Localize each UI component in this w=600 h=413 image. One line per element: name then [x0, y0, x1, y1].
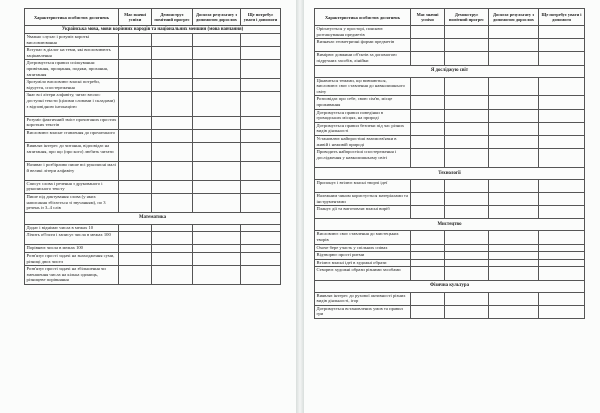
characteristic-cell: Виявляє інтерес до читання, відповідає на запитання, про що (про кого) любить читати	[25, 143, 119, 162]
table-row	[315, 244, 585, 252]
assessment-cell[interactable]	[489, 244, 539, 252]
characteristic-cell: Розв'язує прості задачі на збільшення чи зменшення числа на кілька одиниць, різницеве порівняння	[25, 266, 119, 285]
assessment-cell[interactable]	[539, 305, 585, 318]
assessment-cell[interactable]	[489, 96, 539, 109]
column-header-achieves-with-help: Досягає результату з допомогою дорослих	[193, 9, 241, 26]
assessment-cell[interactable]	[411, 206, 445, 219]
table-row	[25, 161, 281, 180]
assessment-cell[interactable]	[119, 224, 152, 232]
section-title: Фізична культура	[315, 280, 585, 292]
characteristic-cell: Розповідає про себе, свою сім'ю, місце проживання	[315, 96, 411, 109]
assessment-cell[interactable]	[193, 79, 241, 92]
assessment-cell[interactable]	[539, 77, 585, 96]
section-header-row	[315, 219, 585, 231]
assessment-cell[interactable]	[152, 143, 193, 162]
assessment-cell[interactable]	[411, 305, 445, 318]
section-header-row	[315, 167, 585, 179]
assessment-cell[interactable]	[193, 224, 241, 232]
assessment-cell[interactable]	[119, 47, 152, 60]
assessment-cell[interactable]	[119, 129, 152, 142]
table-row	[315, 305, 585, 318]
assessment-cell[interactable]	[241, 34, 281, 47]
table-row	[315, 259, 585, 267]
assessment-cell[interactable]	[119, 232, 152, 245]
characteristic-cell: Визначає геометричні форми предметів	[315, 39, 411, 52]
assessment-cell[interactable]	[241, 253, 281, 266]
assessment-cell[interactable]	[119, 245, 152, 253]
assessment-cell[interactable]	[489, 109, 539, 122]
assessment-cell[interactable]	[489, 26, 539, 39]
characteristic-cell: Проводить найпростіші спостереження і дослідження у навколишньому світі	[315, 149, 411, 168]
characteristic-cell: Порівнює числа в межах 100	[25, 245, 119, 253]
characteristic-cell: Висловлює своє ставлення до мистецьких творів	[315, 231, 411, 244]
section-title: Українська мова, мови корінних народів та національних меншин (мова навчання)	[25, 26, 281, 34]
assessment-cell[interactable]	[152, 253, 193, 266]
assessment-cell[interactable]	[152, 232, 193, 245]
assessment-cell[interactable]	[539, 259, 585, 267]
right-page	[304, 0, 600, 413]
assessment-cell[interactable]	[193, 92, 241, 116]
assessment-cell[interactable]	[489, 252, 539, 260]
left-table-body	[25, 26, 281, 285]
assessment-cell[interactable]	[489, 77, 539, 96]
assessment-cell[interactable]	[152, 92, 193, 116]
assessment-cell[interactable]	[119, 79, 152, 92]
characteristic-cell: Списує слова і речення з друкованого і рукописного тексту	[25, 180, 119, 193]
characteristic-cell: Знає всі літери алфавіту, читає вголос доступні тексти (цілими словами і складами) з відповідною інтонацією	[25, 92, 119, 116]
assessment-cell[interactable]	[152, 60, 193, 79]
characteristic-cell: Вимірює довжини об'єктів за допомогою підручних засобів, лінійки	[315, 52, 411, 65]
assessment-cell[interactable]	[411, 259, 445, 267]
characteristic-cell: Розв'язує прості задачі на знаходження суми, різниці двох чисел	[25, 253, 119, 266]
table-row	[315, 26, 585, 39]
column-header-characteristic: Характеристика особистих досягнень	[315, 9, 411, 26]
assessment-cell[interactable]	[539, 135, 585, 148]
characteristic-cell: Лічить об'єкти і записує числа в межах 100	[25, 232, 119, 245]
assessment-cell[interactable]	[152, 79, 193, 92]
column-header-has-significant: Має значні успіхи	[411, 9, 445, 26]
characteristic-cell: Виявляє інтерес до рухової активності різних видів діяльності, ігор	[315, 292, 411, 305]
assessment-cell[interactable]	[445, 244, 489, 252]
assessment-cell[interactable]	[193, 143, 241, 162]
assessment-cell[interactable]	[539, 179, 585, 192]
assessment-cell[interactable]	[489, 135, 539, 148]
assessment-cell[interactable]	[411, 122, 445, 135]
left-page	[0, 0, 296, 413]
assessment-cell[interactable]	[411, 244, 445, 252]
characteristic-cell: Вступає в діалог на теми, які висловлюють зацікавлення	[25, 47, 119, 60]
assessment-cell[interactable]	[445, 305, 489, 318]
assessment-cell[interactable]	[241, 129, 281, 142]
assessment-cell[interactable]	[539, 231, 585, 244]
characteristic-cell: Висловлює власне ставлення до прочитаного	[25, 129, 119, 142]
section-title: Я досліджую світ	[315, 65, 585, 77]
table-row	[25, 193, 281, 212]
assessment-cell[interactable]	[119, 143, 152, 162]
assessment-cell[interactable]	[241, 245, 281, 253]
table-row	[25, 34, 281, 47]
assessment-cell[interactable]	[193, 180, 241, 193]
assessment-cell[interactable]	[119, 116, 152, 129]
assessment-cell[interactable]	[445, 179, 489, 192]
section-header-row	[315, 280, 585, 292]
column-header-demonstrates: Демонструє помітний прогрес	[445, 9, 489, 26]
assessment-cell[interactable]	[539, 39, 585, 52]
assessment-cell[interactable]	[152, 193, 193, 212]
table-row	[25, 224, 281, 232]
assessment-cell[interactable]	[411, 96, 445, 109]
table-row	[315, 52, 585, 65]
table-row	[315, 135, 585, 148]
assessment-cell[interactable]	[193, 116, 241, 129]
table-row	[315, 231, 585, 244]
assessment-cell[interactable]	[539, 96, 585, 109]
book-gutter	[296, 0, 304, 413]
assessment-cell[interactable]	[489, 231, 539, 244]
characteristic-cell: Відтворює прості ритми	[315, 252, 411, 260]
assessment-cell[interactable]	[193, 34, 241, 47]
assessment-cell[interactable]	[193, 266, 241, 285]
assessment-cell[interactable]	[193, 193, 241, 212]
assessment-cell[interactable]	[539, 52, 585, 65]
assessment-cell[interactable]	[241, 143, 281, 162]
assessment-cell[interactable]	[241, 193, 281, 212]
assessment-cell[interactable]	[241, 266, 281, 285]
assessment-cell[interactable]	[152, 245, 193, 253]
characteristic-cell: Створює художні образи різними засобами	[315, 267, 411, 280]
assessment-cell[interactable]	[193, 245, 241, 253]
table-row	[25, 79, 281, 92]
assessment-cell[interactable]	[411, 179, 445, 192]
table-row	[315, 267, 585, 280]
assessment-cell[interactable]	[539, 26, 585, 39]
assessment-cell[interactable]	[119, 193, 152, 212]
section-title: Мистецтво	[315, 219, 585, 231]
assessment-cell[interactable]	[152, 34, 193, 47]
assessment-cell[interactable]	[119, 161, 152, 180]
header-row	[25, 9, 281, 26]
assessment-cell[interactable]	[445, 231, 489, 244]
table-row	[315, 292, 585, 305]
table-row	[25, 232, 281, 245]
right-table-body	[315, 26, 585, 319]
assessment-cell[interactable]	[152, 224, 193, 232]
table-row	[25, 47, 281, 60]
assessment-cell[interactable]	[539, 122, 585, 135]
assessment-cell[interactable]	[489, 179, 539, 192]
assessment-cell[interactable]	[152, 161, 193, 180]
assessment-cell[interactable]	[445, 96, 489, 109]
table-row	[315, 206, 585, 219]
header-row	[315, 9, 585, 26]
assessment-cell[interactable]	[445, 267, 489, 280]
characteristic-cell: Дотримується правил безпеки під час різних видів діяльності	[315, 122, 411, 135]
assessment-cell[interactable]	[193, 161, 241, 180]
table-row	[315, 122, 585, 135]
section-header-row	[315, 65, 585, 77]
assessment-cell[interactable]	[241, 116, 281, 129]
section-title: Математика	[25, 212, 281, 224]
characteristic-cell: Додає і віднімає числа в межах 10	[25, 224, 119, 232]
assessment-cell[interactable]	[411, 149, 445, 168]
assessment-cell[interactable]	[445, 292, 489, 305]
assessment-cell[interactable]	[241, 161, 281, 180]
assessment-cell[interactable]	[445, 77, 489, 96]
section-header-row	[25, 212, 281, 224]
table-row	[25, 245, 281, 253]
assessment-cell[interactable]	[411, 26, 445, 39]
table-row	[315, 39, 585, 52]
column-header-characteristic: Характеристика особистих досягнень	[25, 9, 119, 26]
column-header-demonstrates: Демонструє помітний прогрес	[152, 9, 193, 26]
assessment-cell[interactable]	[445, 206, 489, 219]
table-row	[25, 60, 281, 79]
assessment-cell[interactable]	[193, 129, 241, 142]
table-row	[25, 92, 281, 116]
assessment-cell[interactable]	[241, 79, 281, 92]
assessment-cell[interactable]	[241, 92, 281, 116]
characteristic-cell: Пише під диктування слова (у яких написання збігається зі звучанням), по 3 речень із 3–4 слів	[25, 193, 119, 212]
assessment-cell[interactable]	[411, 109, 445, 122]
table-row	[315, 109, 585, 122]
characteristic-cell: Дотримується встановлених умов та правил гри	[315, 305, 411, 318]
table-row	[315, 252, 585, 260]
characteristic-cell: Цікавиться темами, що вивчаються, висловлює своє ставлення до навколишнього світу	[315, 77, 411, 96]
assessment-cell[interactable]	[119, 92, 152, 116]
table-row	[25, 253, 281, 266]
assessment-cell[interactable]	[119, 266, 152, 285]
assessment-cell[interactable]	[489, 122, 539, 135]
assessment-cell[interactable]	[489, 305, 539, 318]
assessment-cell[interactable]	[445, 52, 489, 65]
assessment-cell[interactable]	[411, 252, 445, 260]
assessment-cell[interactable]	[539, 267, 585, 280]
assessment-cell[interactable]	[539, 109, 585, 122]
achievement-table-right	[314, 8, 585, 319]
assessment-cell[interactable]	[539, 149, 585, 168]
assessment-cell[interactable]	[489, 267, 539, 280]
assessment-cell[interactable]	[489, 292, 539, 305]
assessment-cell[interactable]	[152, 116, 193, 129]
table-row	[315, 96, 585, 109]
characteristic-cell: Втілює власні ідеї в художні образи	[315, 259, 411, 267]
assessment-cell[interactable]	[411, 77, 445, 96]
assessment-cell[interactable]	[152, 129, 193, 142]
column-header-needs-attention: Ще потребує уваги і допомоги	[241, 9, 281, 26]
column-header-achieves-with-help: Досягає результату з допомогою дорослих	[489, 9, 539, 26]
characteristic-cell: Зрозуміло висловлює власні потреби, відчуття, спостереження	[25, 79, 119, 92]
assessment-cell[interactable]	[193, 253, 241, 266]
characteristic-cell: Дотримується правил поведінки в громадських місцях, на природі	[315, 109, 411, 122]
assessment-cell[interactable]	[489, 52, 539, 65]
characteristic-cell: Належним чином користується матеріалами та інструментами	[315, 193, 411, 206]
assessment-cell[interactable]	[193, 60, 241, 79]
characteristic-cell: Називає і розбірливо пише всі рукописні малі й великі літери алфавіту	[25, 161, 119, 180]
assessment-cell[interactable]	[411, 267, 445, 280]
table-row	[315, 149, 585, 168]
assessment-cell[interactable]	[193, 232, 241, 245]
assessment-cell[interactable]	[241, 224, 281, 232]
characteristic-cell: Охоче бере участь у спільних співах	[315, 244, 411, 252]
assessment-cell[interactable]	[411, 135, 445, 148]
characteristic-cell: Уважно слухає і розуміє короткі висловлювання	[25, 34, 119, 47]
table-row	[25, 129, 281, 142]
assessment-cell[interactable]	[445, 135, 489, 148]
characteristic-cell: Орієнтується у просторі, пояснює розташування предметів	[315, 26, 411, 39]
assessment-cell[interactable]	[241, 47, 281, 60]
section-header-row	[25, 26, 281, 34]
characteristic-cell: Пропонує і втілює власні творчі ідеї	[315, 179, 411, 192]
assessment-cell[interactable]	[539, 206, 585, 219]
assessment-cell[interactable]	[445, 26, 489, 39]
assessment-cell[interactable]	[489, 206, 539, 219]
assessment-cell[interactable]	[152, 47, 193, 60]
table-row	[25, 180, 281, 193]
column-header-has-significant: Має значні успіхи	[119, 9, 152, 26]
assessment-cell[interactable]	[489, 259, 539, 267]
table-row	[25, 116, 281, 129]
assessment-cell[interactable]	[119, 180, 152, 193]
assessment-cell[interactable]	[445, 252, 489, 260]
characteristic-cell: Планує дії та виготовляє власні виріб	[315, 206, 411, 219]
assessment-cell[interactable]	[445, 149, 489, 168]
assessment-cell[interactable]	[193, 47, 241, 60]
assessment-cell[interactable]	[119, 253, 152, 266]
assessment-cell[interactable]	[411, 193, 445, 206]
table-row	[315, 77, 585, 96]
table-row	[25, 143, 281, 162]
assessment-cell[interactable]	[539, 193, 585, 206]
table-row	[25, 266, 281, 285]
assessment-cell[interactable]	[411, 52, 445, 65]
assessment-cell[interactable]	[445, 39, 489, 52]
assessment-cell[interactable]	[152, 180, 193, 193]
section-title: Технології	[315, 167, 585, 179]
assessment-cell[interactable]	[489, 193, 539, 206]
assessment-cell[interactable]	[411, 231, 445, 244]
assessment-cell[interactable]	[241, 180, 281, 193]
assessment-cell[interactable]	[411, 292, 445, 305]
column-header-needs-attention: Ще потребує уваги і допомоги	[539, 9, 585, 26]
assessment-cell[interactable]	[119, 60, 152, 79]
characteristic-cell: Установлює найпростіші взаємозв'язки в живій і неживій природі	[315, 135, 411, 148]
assessment-cell[interactable]	[489, 149, 539, 168]
assessment-cell[interactable]	[119, 34, 152, 47]
assessment-cell[interactable]	[241, 60, 281, 79]
assessment-cell[interactable]	[445, 122, 489, 135]
assessment-cell[interactable]	[411, 39, 445, 52]
assessment-cell[interactable]	[539, 252, 585, 260]
characteristic-cell: Розуміє фактичний зміст прочитаних простих коротких текстів	[25, 116, 119, 129]
assessment-cell[interactable]	[539, 292, 585, 305]
assessment-cell[interactable]	[241, 232, 281, 245]
characteristic-cell: Дотримується правил спілкування: привітання, прощання, подяки, прохання, запитання	[25, 60, 119, 79]
table-row	[315, 179, 585, 192]
achievement-table-left	[24, 8, 281, 285]
assessment-cell[interactable]	[539, 244, 585, 252]
assessment-cell[interactable]	[445, 193, 489, 206]
table-row	[315, 193, 585, 206]
assessment-cell[interactable]	[445, 109, 489, 122]
assessment-cell[interactable]	[445, 259, 489, 267]
assessment-cell[interactable]	[489, 39, 539, 52]
assessment-cell[interactable]	[152, 266, 193, 285]
